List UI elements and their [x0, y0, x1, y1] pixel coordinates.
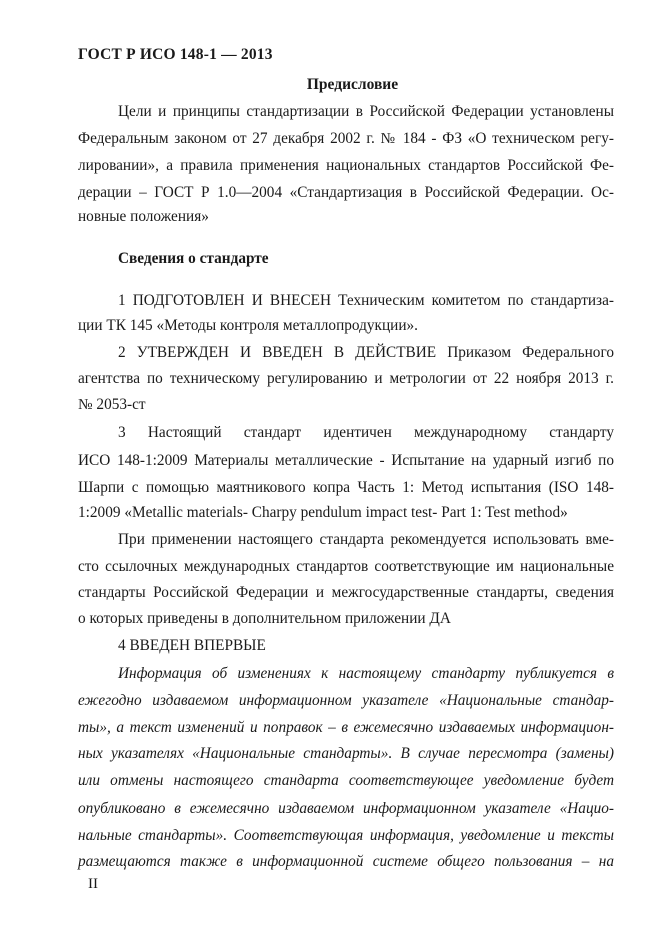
section-title: Предисловие	[306, 76, 399, 93]
page-number: II	[88, 876, 98, 892]
item3-line: ИСО 148-1:2009 Материалы металлические - Испытание на ударный изгиб по	[78, 452, 614, 469]
note-line: При применении настоящего стандарта рекомендуется использовать вме-	[118, 531, 614, 548]
changes-line: Информация об изменениях к настоящему стандарту публикуется в	[118, 665, 614, 682]
item1-line: ции ТК 145 «Методы контроля металлопродукции».	[78, 317, 419, 334]
info-heading: Сведения о стандарте	[118, 250, 269, 267]
note-line: о которых приведены в дополнительном приложении ДА	[78, 610, 451, 627]
item3-line: 3 Настоящий стандарт идентичен международному стандарту	[118, 424, 614, 441]
document-header: ГОСТ Р ИСО 148-1 — 2013	[78, 46, 273, 63]
note-line: стандарты Российской Федерации и межгосударственные стандарты, сведения	[78, 584, 614, 601]
item3-line: 1:2009 «Metallic materials- Charpy pendulum impact test- Part 1: Test method»	[78, 504, 568, 521]
changes-line: опубликовано в ежемесячно издаваемом информационном указателе «Нацио-	[78, 800, 614, 817]
changes-line: ты», а текст изменений и поправок – в ежемесячно издаваемых информацион-	[78, 719, 614, 736]
item1-line: 1 ПОДГОТОВЛЕН И ВНЕСЕН Техническим комитетом по стандартиза-	[118, 292, 614, 309]
item2-line: № 2053-ст	[78, 396, 146, 413]
preface-line: лировании», а правила применения национальных стандартов Российской Фе-	[78, 157, 614, 174]
preface-line: Федеральным законом от 27 декабря 2002 г. № 184 - ФЗ «О техническом регу-	[78, 130, 614, 147]
preface-line: Цели и принципы стандартизации в Российской Федерации установлены	[118, 103, 614, 120]
preface-line: дерации – ГОСТ Р 1.0—2004 «Стандартизация в Российской Федерации. Ос-	[78, 184, 614, 201]
changes-line: размещаются также в информационной системе общего пользования – на	[78, 853, 614, 870]
changes-line: ных указателях «Национальные стандарты». В случае пересмотра (замены)	[78, 745, 614, 762]
changes-line: ежегодно издаваемом информационном указателе «Национальные стандар-	[78, 692, 614, 709]
preface-line: новные положения»	[78, 208, 209, 225]
changes-line: или отмены настоящего стандарта соответствующее уведомление будет	[78, 772, 614, 789]
item2-line: 2 УТВЕРЖДЕН И ВВЕДЕН В ДЕЙСТВИЕ Приказом Федерального	[118, 344, 614, 361]
item3-line: Шарпи с помощью маятникового копра Часть 1: Метод испытания (ISO 148-	[78, 479, 614, 496]
item2-line: агентства по техническому регулированию и метрологии от 22 ноября 2013 г.	[78, 370, 614, 387]
note-line: сто ссылочных международных стандартов соответствующие им национальные	[78, 558, 614, 575]
item4-line: 4 ВВЕДЕН ВПЕРВЫЕ	[118, 637, 266, 654]
changes-line: нальные стандарты». Соответствующая информация, уведомление и тексты	[78, 827, 614, 844]
